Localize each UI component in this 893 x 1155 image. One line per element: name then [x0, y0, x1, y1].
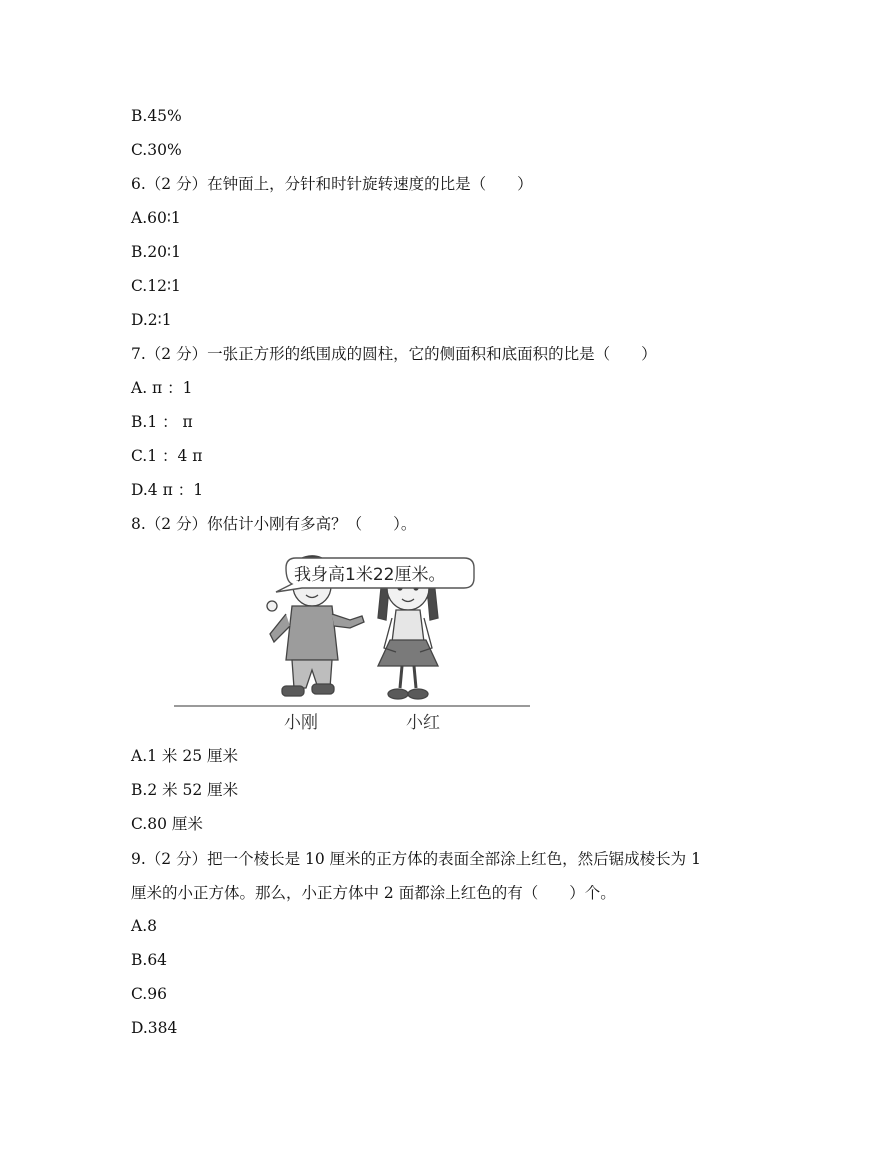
option-6c: C.12∶1 — [131, 277, 181, 295]
boy-label: 小刚 — [284, 713, 318, 733]
option-9c: C.96 — [131, 985, 167, 1003]
question-9-line-1: 9.（2 分）把一个棱长是 10 厘米的正方体的表面全部涂上红色，然后锯成棱长为 1 — [131, 850, 701, 868]
option-7d: D.4 π ：1 — [131, 481, 204, 499]
option-9b: B.64 — [131, 951, 168, 969]
speech-bubble-text: 我身高1米22厘米。 — [294, 565, 446, 585]
option-8a: A.1 米 25 厘米 — [131, 747, 238, 765]
question-9-line-2: 厘米的小正方体。那么，小正方体中 2 面都涂上红色的有（ ）个。 — [131, 884, 616, 902]
question-6: 6.（2 分）在钟面上，分针和时针旋转速度的比是（ ） — [131, 175, 533, 193]
speech-bubble — [276, 558, 474, 592]
option-8c: C.80 厘米 — [131, 815, 203, 833]
option-7c: C.1 ：4 π — [131, 447, 203, 465]
option-8b: B.2 米 52 厘米 — [131, 781, 239, 799]
question-8: 8.（2 分）你估计小刚有多高？（ ）。 — [131, 515, 417, 533]
option-7b: B.1 ： π — [131, 413, 193, 431]
option-5b: B.45% — [131, 107, 182, 125]
option-9a: A.8 — [131, 917, 157, 935]
question-7: 7.（2 分）一张正方形的纸围成的圆柱，它的侧面积和底面积的比是（ ） — [131, 345, 657, 363]
option-6b: B.20∶1 — [131, 243, 181, 261]
option-6a: A.60∶1 — [131, 209, 181, 227]
question-8-illustration — [172, 548, 536, 738]
option-7a: A. π ：1 — [131, 379, 193, 397]
option-5c: C.30% — [131, 141, 182, 159]
option-9d: D.384 — [131, 1019, 178, 1037]
option-6d: D.2∶1 — [131, 311, 172, 329]
girl-label: 小红 — [406, 713, 440, 733]
